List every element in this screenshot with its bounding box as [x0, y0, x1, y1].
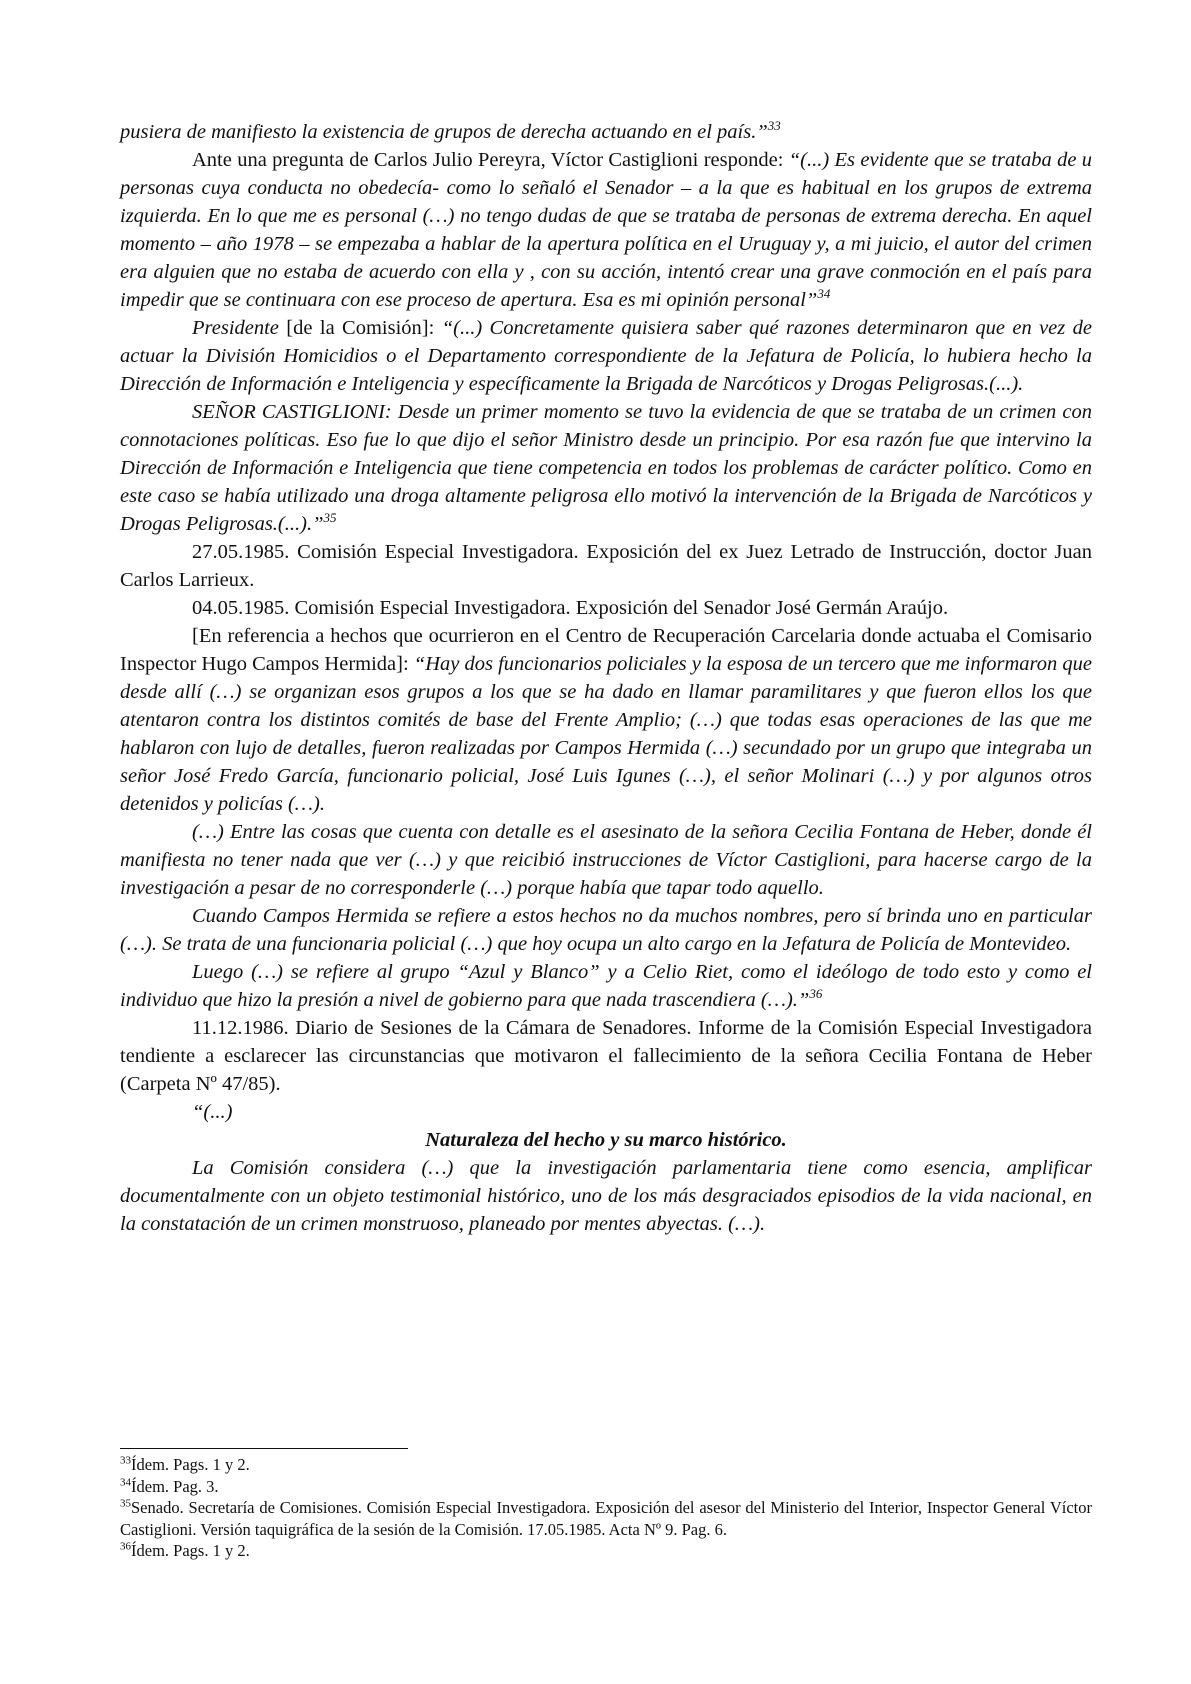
paragraph-funcionaria: Cuando Campos Hermida se refiere a estos hechos no da muchos nombres, pero sí brinda uno en particular (…). Se trata de una funcionaria policial (…) que hoy ocupa un alto cargo en la Jefatura de Policía de Montevideo. — [120, 905, 1092, 955]
paragraph-campos-hermida — [120, 622, 1092, 818]
paragraph-larrieux: 27.05.1985. Comisión Especial Investigadora. Exposición del ex Juez Letrado de Instrucción, doctor Juan Carlos Larrieux. — [120, 541, 1092, 591]
footnote-ref-34: 34 — [817, 286, 831, 302]
footnote-number: 33 — [120, 1454, 131, 1467]
paragraph-fontana: (…) Entre las cosas que cuenta con detalle es el asesinato de la señora Cecilia Fontana de Heber, donde él manifiesta no tener nada que ver (…) y que reicibió instrucciones de Víctor Castiglioni, para hacerse cargo de la investigación a pesar de no corresponderle (…) porque había que tapar todo aquello. — [120, 821, 1092, 899]
footnote-ref-36: 36 — [809, 986, 823, 1002]
quote-text: Luego (…) se refiere al grupo “Azul y Blanco” y a Celio Riet, como el ideólogo de todo esto y como el individuo que hizo la presión a nivel de gobierno para que nada trascendiera (…).” — [120, 961, 1092, 1011]
quote-text: “(...) Concretamente quisiera saber qué razones determinaron que en vez de actuar la División Homicidios o el Departamento correspondiente de la Jefatura de Policía, lo hubiera hecho la Dirección de Información e Inteligencia y específicamente la Brigada de Narcóticos y Drogas Peligrosas.(...). — [120, 317, 1092, 395]
paragraph-continuation — [120, 118, 1092, 146]
footnote-text: Senado. Secretaría de Comisiones. Comisión Especial Investigadora. Exposición del asesor del Ministerio del Interior, Inspector General Víctor Castiglioni. Versión taquigráfica de la sesión de la Comisión. 17.05.1985. Acta Nº 9. Pag. 6. — [120, 1498, 1092, 1539]
paragraph-lead: [En referencia a hechos que ocurrieron en el Centro de Recuperación Carcelaria donde actuaba el Comisario Inspector Hugo Campos Hermida]: — [120, 625, 1092, 675]
document-body — [120, 118, 1092, 1238]
footnote-ref-33: 33 — [767, 118, 781, 134]
footnote-text: Ídem. Pags. 1 y 2. — [131, 1455, 250, 1474]
paragraph-diario-sesiones: 11.12.1986. Diario de Sesiones de la Cámara de Senadores. Informe de la Comisión Especial Investigadora tendiente a esclarecer las circunstancias que motivaron el fallecimiento de la señora Cecilia Fontana de Heber (Carpeta Nº 47/85). — [120, 1017, 1092, 1095]
footnote-number: 36 — [120, 1540, 131, 1553]
paragraph-castiglioni-answer — [120, 398, 1092, 538]
paragraph-araujo: 04.05.1985. Comisión Especial Investigadora. Exposición del Senador José Germán Araújo. — [192, 597, 949, 619]
footnote-number: 35 — [120, 1497, 131, 1510]
paragraph-presidente — [120, 314, 1092, 398]
footnote-36 — [120, 1540, 1092, 1562]
footnotes — [120, 1454, 1092, 1562]
quote-text: SEÑOR CASTIGLIONI: Desde un primer momento se tuvo la evidencia de que se trataba de un crimen con connotaciones políticas. Eso fue lo que dijo el señor Ministro desde un principio. Por esa razón fue que intervino la Dirección de Información e Inteligencia que tiene competencia en todos los problemas de carácter político. Como en este caso se había utilizado una droga altamente peligrosa ello motivó la intervención de la Brigada de Narcóticos y Drogas Peligrosas.(...).” — [120, 401, 1092, 535]
quote-text: “Hay dos funcionarios policiales y la esposa de un tercero que me informaron que desde allí (…) se organizan esos grupos a los que se ha dado en llamar paramilitares y que fueron ellos los que atentaron contra los distintos comités de base del Frente Amplio; (…) que todas esas operaciones de las que me hablaron con lujo de detalles, fueron realizadas por Campos Hermida (…) secundado por un grupo que integraba un señor José Fredo García, funcionario policial, José Luis Igunes (…), el señor Molinari (…) y por algunos otros detenidos y policías (…). — [120, 653, 1092, 815]
footnote-34 — [120, 1476, 1092, 1498]
quote-text: pusiera de manifiesto la existencia de grupos de derecha actuando en el país.” — [120, 121, 768, 143]
paragraph-ellipsis: “(...) — [192, 1101, 233, 1123]
paragraph-comision: La Comisión considera (…) que la investigación parlamentaria tiene como esencia, amplificar documentalmente con un objeto testimonial histórico, uno de los más desgraciados episodios de la vida nacional, en la constatación de un crimen monstruoso, planeado por mentes abyectas. (…). — [120, 1157, 1092, 1235]
paragraph-lead: Ante una pregunta de Carlos Julio Pereyra, Víctor Castiglioni responde: — [192, 149, 789, 171]
section-heading: Naturaleza del hecho y su marco histórico. — [425, 1129, 787, 1151]
bracket-note: [de la Comisión]: — [278, 317, 442, 339]
quote-text: “(...) Es evidente que se trataba de u personas cuya conducta no obedecía- como lo señaló el Senador – a la que es habitual en los grupos de extrema izquierda. En lo que me es personal (…) no tengo dudas de que se trataba de personas de extrema derecha. En aquel momento – año 1978 – se empezaba a hablar de la apertura política en el Uruguay y, a mi juicio, el autor del crimen era alguien que no estaba de acuerdo con ella y , con su acción, intentó crear una grave conmoción en el país para impedir que se continuara con ese proceso de apertura. Esa es mi opinión personal” — [120, 149, 1093, 311]
footnote-divider — [120, 1448, 408, 1449]
speaker-label: Presidente — [192, 317, 279, 339]
footnote-35 — [120, 1497, 1092, 1540]
footnote-number: 34 — [120, 1476, 131, 1488]
footnote-33 — [120, 1454, 1092, 1476]
footnote-text: Ídem. Pag. 3. — [131, 1476, 219, 1496]
paragraph-castiglioni-reply — [120, 146, 1092, 314]
footnote-text: Ídem. Pags. 1 y 2. — [131, 1541, 250, 1560]
footnote-ref-35: 35 — [323, 510, 337, 526]
paragraph-azul-blanco — [120, 958, 1092, 1014]
